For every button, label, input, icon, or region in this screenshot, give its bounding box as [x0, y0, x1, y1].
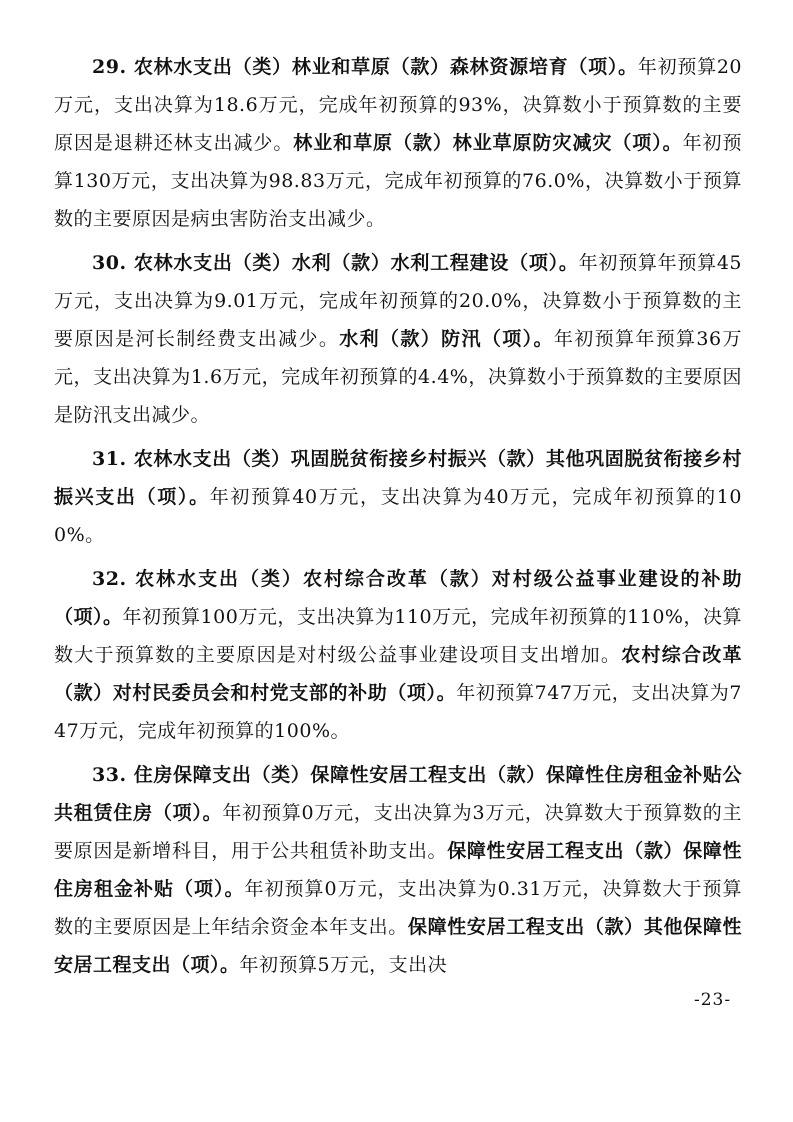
paragraph-30 — [54, 244, 742, 434]
paragraph-33 — [54, 756, 742, 984]
page-number: -23- — [694, 990, 732, 1010]
item-30-subheading: 水利（款）防汛（项）。 — [339, 328, 554, 350]
item-32-text: 年初预算100万元，支出决算为110万元，完成年初预算的110%，决算数大于预算数的主要原因是对村级公益事业建设项目支出增加。 — [54, 606, 742, 666]
item-31-text: 年初预算40万元，支出决算为40万元，完成年初预算的100%。 — [54, 486, 742, 546]
item-32-subheading: 农村综合改革（款）对村民委员会和村党支部的补助（项）。 — [54, 644, 742, 704]
item-32-heading: 32. 农林水支出（类）农村综合改革（款）对村级公益事业建设的补助（项）。 — [54, 568, 742, 628]
item-33-subheading-2: 保障性安居工程支出（款）其他保障性安居工程支出（项）。 — [54, 916, 742, 976]
document-body — [54, 48, 742, 990]
item-33-subheading-1: 保障性安居工程支出（款）保障性住房租金补贴（项）。 — [54, 840, 742, 900]
paragraph-31 — [54, 440, 742, 554]
item-29-heading: 29. 农林水支出（类）林业和草原（款）森林资源培育（项）。 — [92, 56, 638, 78]
item-29-text: 年初预算20万元，支出决算为18.6万元，完成年初预算的93%，决算数小于预算数的主要原因是退耕还林支出减少。 — [54, 56, 742, 154]
item-33-subtext-2: 年初预算5万元，支出决 — [239, 954, 448, 976]
item-30-heading: 30. 农林水支出（类）水利（款）水利工程建设（项）。 — [92, 252, 579, 274]
paragraph-32 — [54, 560, 742, 750]
item-30-subtext: 年初预算年预算36万元，支出决算为1.6万元，完成年初预算的4.4%，决算数小于预算数的主要原因是防汛支出减少。 — [54, 328, 742, 426]
item-30-text: 年初预算年预算45万元，支出决算为9.01万元，完成年初预算的20.0%，决算数小于预算数的主要原因是河长制经费支出减少。 — [54, 252, 742, 350]
item-33-text: 年初预算0万元，支出决算为3万元，决算数大于预算数的主要原因是新增科目，用于公共租赁补助支出。 — [54, 802, 742, 862]
paragraph-29 — [54, 48, 742, 238]
item-33-heading: 33. 住房保障支出（类）保障性安居工程支出（款）保障性住房租金补贴公共租赁住房（项）。 — [54, 764, 742, 824]
item-32-subtext: 年初预算747万元，支出决算为747万元，完成年初预算的100%。 — [54, 682, 742, 742]
item-31-heading: 31. 农林水支出（类）巩固脱贫衔接乡村振兴（款）其他巩固脱贫衔接乡村振兴支出（项）。 — [54, 448, 742, 508]
item-29-subheading: 林业和草原（款）林业草原防灾减灾（项）。 — [293, 132, 683, 154]
item-33-subtext-1: 年初预算0万元，支出决算为0.31万元，决算数大于预算数的主要原因是上年结余资金本年支出。 — [54, 878, 742, 938]
item-29-subtext: 年初预算130万元，支出决算为98.83万元，完成年初预算的76.0%，决算数小于预算数的主要原因是病虫害防治支出减少。 — [54, 132, 742, 230]
